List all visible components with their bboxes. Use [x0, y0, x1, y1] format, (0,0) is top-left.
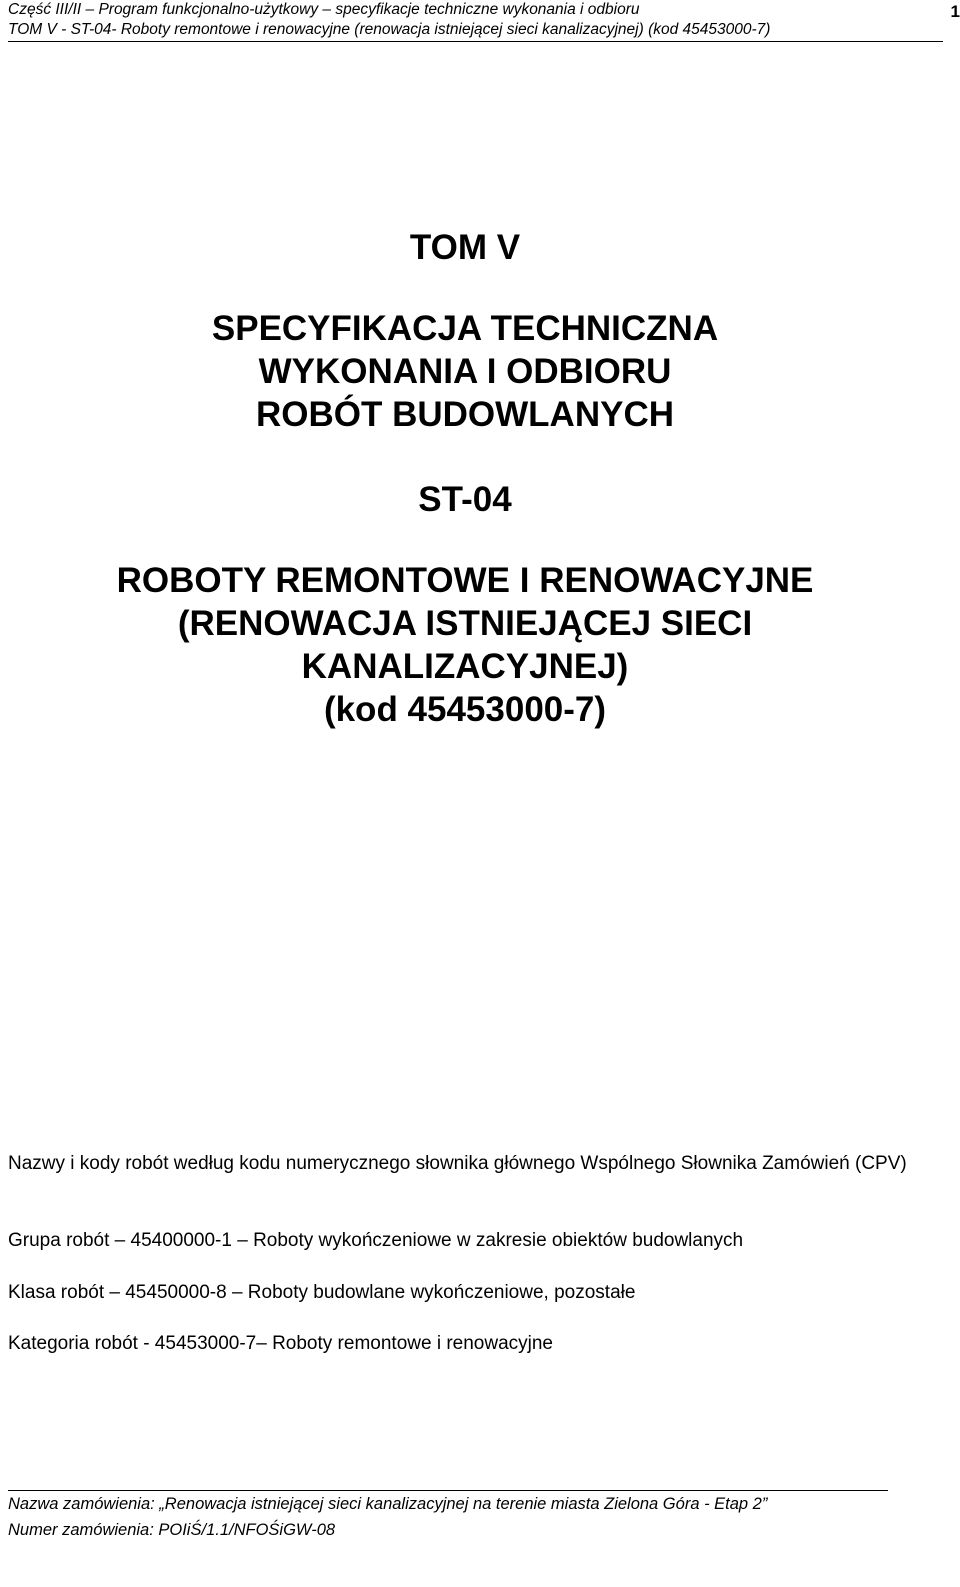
specification-title-line: WYKONANIA I ODBIORU: [258, 352, 672, 391]
header-line-1: Część III/II – Program funkcjonalno-użytkowy – specyfikacje techniczne wykonania i odbioru: [8, 1, 640, 18]
st-code-title: ST-04: [418, 480, 512, 519]
cpv-class-line: Klasa robót – 45450000-8 – Roboty budowlane wykończeniowe, pozostałe: [8, 1282, 636, 1303]
works-title-line: ROBOTY REMONTOWE I RENOWACYJNE: [116, 561, 814, 600]
page-number: 1: [950, 2, 960, 21]
works-title: [0, 559, 930, 731]
specification-title: [0, 307, 930, 436]
running-header: [8, 0, 943, 42]
cpv-group-line: Grupa robót – 45400000-1 – Roboty wykończeniowe w zakresie obiektów budowlanych: [8, 1230, 744, 1251]
volume-title: TOM V: [409, 228, 521, 267]
footer-order-name: Nazwa zamówienia: „Renowacja istniejącej sieci kanalizacyjnej na terenie miasta Zielona Góra - Etap 2”: [8, 1495, 768, 1513]
works-title-line: (kod 45453000-7): [323, 690, 607, 729]
works-title-line: (RENOWACJA ISTNIEJĄCEJ SIECI: [177, 604, 753, 643]
cpv-intro-paragraph: Nazwy i kody robót według kodu numerycznego słownika głównego Wspólnego Słownika Zamówień (CPV): [8, 1153, 907, 1174]
page-footer: [8, 1490, 888, 1543]
cpv-category-line: Kategoria robót - 45453000-7– Roboty remontowe i renowacyjne: [8, 1333, 553, 1354]
header-line-2: TOM V - ST-04- Roboty remontowe i renowacyjne (renowacja istniejącej sieci kanalizacyjnej) (kod 45453000-7): [8, 21, 771, 38]
specification-title-line: SPECYFIKACJA TECHNICZNA: [211, 309, 719, 348]
works-title-line: KANALIZACYJNEJ): [301, 647, 629, 686]
specification-title-line: ROBÓT BUDOWLANYCH: [255, 395, 675, 434]
footer-order-number: Numer zamówienia: POIiŚ/1.1/NFOŚiGW-08: [8, 1521, 336, 1539]
